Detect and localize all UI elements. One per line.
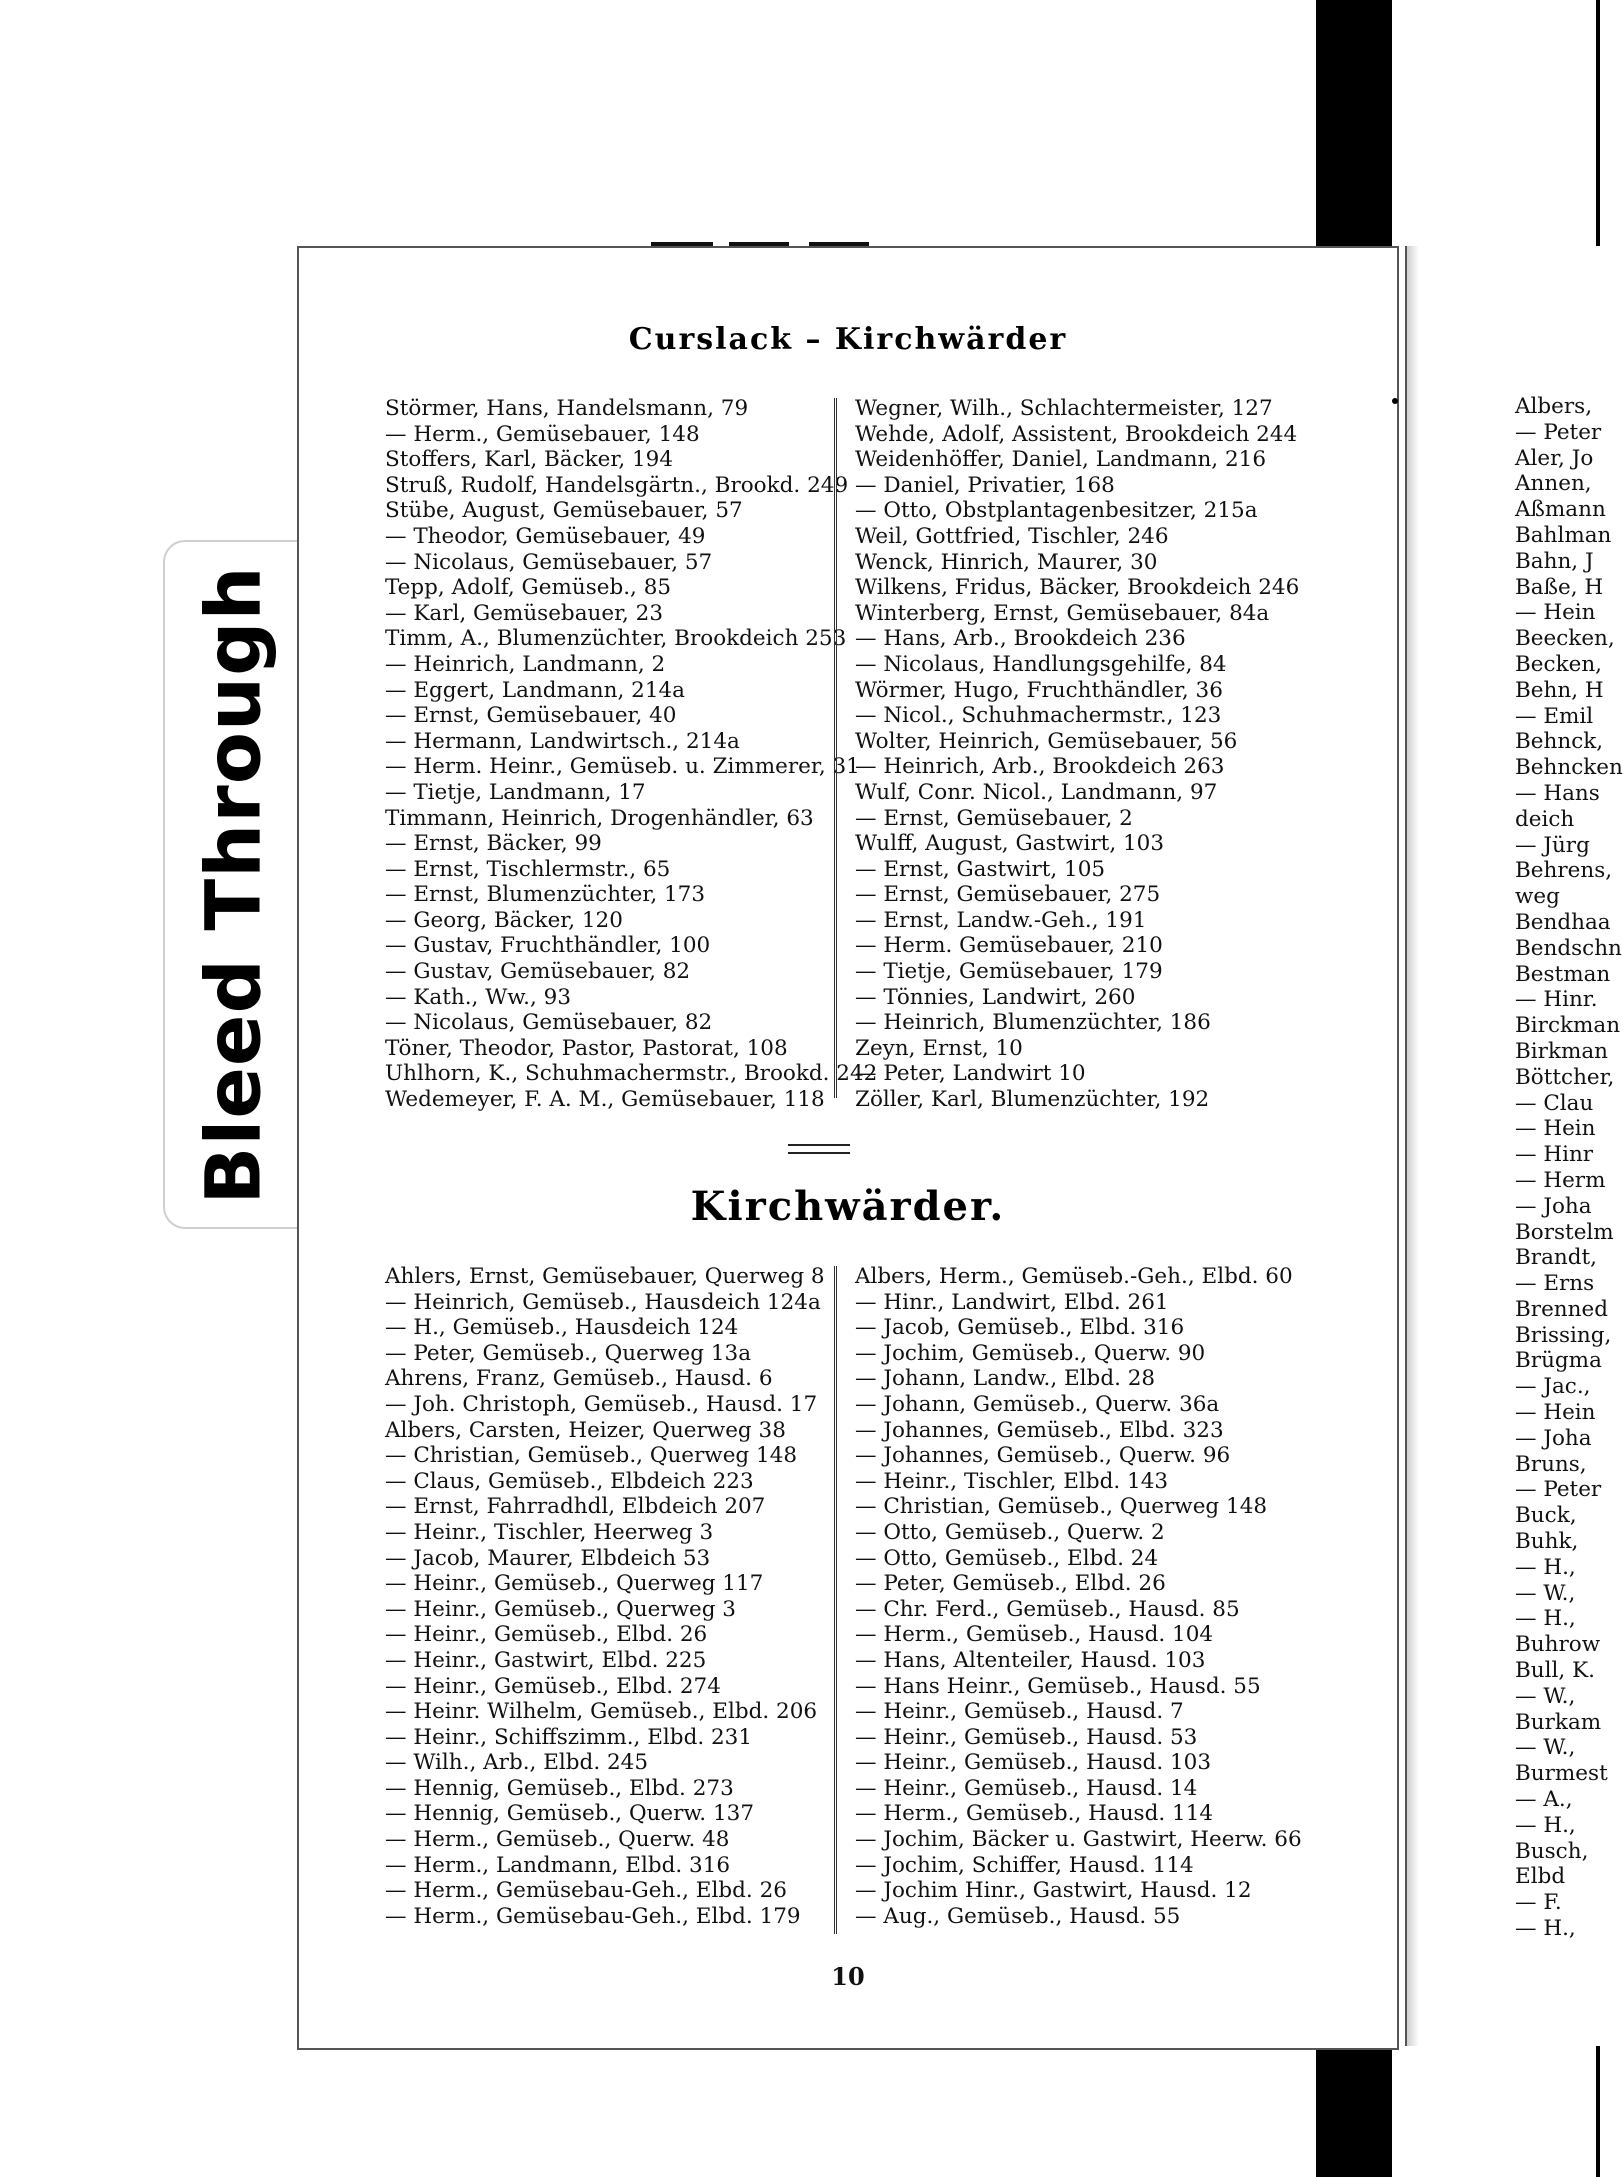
directory-entry: — Ernst, Gemüsebauer, 2 bbox=[855, 805, 1133, 831]
top-rule bbox=[729, 242, 789, 246]
directory-entry: — Ernst, Gastwirt, 105 bbox=[855, 856, 1106, 882]
directory-entry: — Hinr., Landwirt, Elbd. 261 bbox=[855, 1289, 1169, 1315]
directory-entry: — H., bbox=[1515, 1812, 1576, 1838]
directory-entry: Ahrens, Franz, Gemüseb., Hausd. 6 bbox=[385, 1366, 773, 1392]
directory-entry: — Otto, Gemüseb., Elbd. 24 bbox=[855, 1545, 1159, 1571]
directory-entry: Ahlers, Ernst, Gemüsebauer, Querweg 8 bbox=[385, 1264, 825, 1289]
directory-entry: Wolter, Heinrich, Gemüsebauer, 56 bbox=[855, 728, 1238, 754]
directory-entry: Aßmann bbox=[1515, 497, 1606, 523]
directory-entry: — Nicolaus, Gemüsebauer, 82 bbox=[385, 1010, 713, 1036]
column-divider bbox=[834, 398, 837, 1098]
directory-entry: — Otto, Gemüseb., Querw. 2 bbox=[855, 1519, 1165, 1545]
section-rule bbox=[788, 1144, 850, 1146]
directory-entry: Wulf, Conr. Nicol., Landmann, 97 bbox=[855, 779, 1218, 805]
directory-entry: — A., bbox=[1515, 1787, 1573, 1813]
directory-entry: — Hinr bbox=[1515, 1142, 1594, 1168]
directory-entry: Wörmer, Hugo, Fruchthändler, 36 bbox=[855, 677, 1223, 703]
directory-entry: — Hein bbox=[1515, 1400, 1596, 1426]
directory-entry: Borstelm bbox=[1515, 1219, 1614, 1245]
directory-entry: Struß, Rudolf, Handelsgärtn., Brookd. 249 bbox=[385, 472, 849, 498]
directory-entry: — Hein bbox=[1515, 1116, 1596, 1142]
directory-entry: — Jacob, Maurer, Elbdeich 53 bbox=[385, 1545, 711, 1571]
directory-entry: — F. bbox=[1515, 1890, 1562, 1916]
directory-entry: Töner, Theodor, Pastor, Pastorat, 108 bbox=[385, 1035, 788, 1061]
directory-entry: Stübe, August, Gemüsebauer, 57 bbox=[385, 498, 743, 524]
directory-entry: Bendschn bbox=[1515, 935, 1622, 961]
directory-entry: — Joha bbox=[1515, 1425, 1592, 1451]
directory-entry: — Gustav, Gemüsebauer, 82 bbox=[385, 959, 691, 985]
directory-entry: deich bbox=[1515, 806, 1575, 832]
directory-entry: Bestman bbox=[1515, 961, 1611, 987]
directory-entry: — Otto, Obstplantagenbesitzer, 215a bbox=[855, 498, 1258, 524]
section-title: Kirchwärder. bbox=[690, 1183, 1006, 1230]
top-rule bbox=[809, 242, 869, 246]
directory-entry: Behncken bbox=[1515, 755, 1623, 781]
directory-entry: — Heinrich, Blumenzüchter, 186 bbox=[855, 1010, 1211, 1036]
directory-entry: — Ernst, Tischlermstr., 65 bbox=[385, 856, 671, 882]
directory-entry: — Ernst, Gemüsebauer, 40 bbox=[385, 703, 677, 729]
listing-column-1 bbox=[385, 396, 878, 1113]
directory-entry: — Hans Heinr., Gemüseb., Hausd. 55 bbox=[855, 1673, 1261, 1699]
page-gutter-shadow bbox=[1407, 246, 1419, 2046]
directory-entry: — Hennig, Gemüseb., Elbd. 273 bbox=[385, 1775, 734, 1801]
scan-strip-bottom-right bbox=[1316, 2050, 1392, 2177]
directory-entry: — Jochim Hinr., Gastwirt, Hausd. 12 bbox=[855, 1878, 1252, 1904]
directory-entry: Baße, H bbox=[1515, 574, 1604, 600]
directory-entry: — Heinr., Gemüseb., Elbd. 26 bbox=[385, 1622, 708, 1648]
directory-entry: — Peter, Landwirt 10 bbox=[855, 1061, 1086, 1087]
directory-entry: Brenned bbox=[1515, 1296, 1608, 1322]
directory-entry: Winterberg, Ernst, Gemüsebauer, 84a bbox=[855, 600, 1270, 626]
directory-entry: Weidenhöffer, Daniel, Landmann, 216 bbox=[855, 447, 1267, 473]
directory-entry: — Daniel, Privatier, 168 bbox=[855, 472, 1115, 498]
directory-entry: — W., bbox=[1515, 1735, 1576, 1761]
directory-entry: Zeyn, Ernst, 10 bbox=[855, 1035, 1023, 1061]
directory-entry: — Georg, Bäcker, 120 bbox=[385, 907, 623, 933]
directory-entry: — Heinr., Tischler, Elbd. 143 bbox=[855, 1468, 1169, 1494]
directory-entry: — Heinr., Gemüseb., Elbd. 274 bbox=[385, 1673, 721, 1699]
directory-entry: — Aug., Gemüseb., Hausd. 55 bbox=[855, 1903, 1181, 1929]
directory-entry: — Ernst, Fahrradhdl, Elbdeich 207 bbox=[385, 1494, 766, 1520]
directory-entry: Brandt, bbox=[1515, 1245, 1597, 1271]
directory-entry: Behnck, bbox=[1515, 729, 1604, 755]
directory-entry: — Ernst, Blumenzüchter, 173 bbox=[385, 882, 706, 908]
directory-entry: — Herm. Heinr., Gemüseb. u. Zimmerer, 31 bbox=[385, 754, 860, 780]
directory-entry: — Nicol., Schuhmachermstr., 123 bbox=[855, 703, 1222, 729]
directory-entry: Störmer, Hans, Handelsmann, 79 bbox=[385, 396, 749, 421]
directory-entry: — Peter bbox=[1515, 419, 1602, 445]
directory-entry: Bull, K. bbox=[1515, 1658, 1595, 1684]
scan-strip-top-right bbox=[1316, 0, 1392, 252]
directory-entry: Becken, bbox=[1515, 651, 1602, 677]
page-number: 10 bbox=[831, 1962, 865, 1991]
directory-entry: Uhlhorn, K., Schuhmachermstr., Brookd. 242 bbox=[385, 1061, 878, 1087]
directory-entry: — Herm bbox=[1515, 1167, 1606, 1193]
directory-entry: — Peter, Gemüseb., Elbd. 26 bbox=[855, 1571, 1166, 1597]
directory-entry: Buhk, bbox=[1515, 1529, 1579, 1555]
directory-entry: — Heinr., Gemüseb., Hausd. 7 bbox=[855, 1699, 1184, 1725]
directory-entry: Wenck, Hinrich, Maurer, 30 bbox=[855, 549, 1158, 575]
directory-entry: — Tönnies, Landwirt, 260 bbox=[855, 984, 1136, 1010]
directory-entry: Albers, Carsten, Heizer, Querweg 38 bbox=[385, 1417, 786, 1443]
top-rule bbox=[651, 242, 713, 246]
directory-entry: — Heinr., Gemüseb., Hausd. 53 bbox=[855, 1724, 1198, 1750]
directory-entry: — Peter bbox=[1515, 1477, 1602, 1503]
directory-entry: — Johannes, Gemüseb., Elbd. 323 bbox=[855, 1417, 1224, 1443]
directory-entry: Albers, Herm., Gemüseb.-Geh., Elbd. 60 bbox=[855, 1264, 1293, 1289]
directory-entry: Birckman bbox=[1515, 1013, 1621, 1039]
directory-entry: — Emil bbox=[1515, 703, 1594, 729]
directory-entry: Bahn, J bbox=[1515, 548, 1594, 574]
directory-entry: — Ernst, Landw.-Geh., 191 bbox=[855, 907, 1147, 933]
directory-entry: — Jochim, Bäcker u. Gastwirt, Heerw. 66 bbox=[855, 1827, 1302, 1853]
directory-entry: Böttcher, bbox=[1515, 1064, 1615, 1090]
directory-entry: — Christian, Gemüseb., Querweg 148 bbox=[385, 1443, 798, 1469]
directory-entry: — Heinrich, Landmann, 2 bbox=[385, 651, 666, 677]
directory-entry: — Heinr., Gastwirt, Elbd. 225 bbox=[385, 1647, 707, 1673]
directory-entry: — W., bbox=[1515, 1683, 1576, 1709]
directory-entry: Wulff, August, Gastwirt, 103 bbox=[855, 831, 1165, 857]
directory-entry: — Ernst, Bäcker, 99 bbox=[385, 831, 602, 857]
directory-entry: Weil, Gottfried, Tischler, 246 bbox=[855, 523, 1169, 549]
directory-entry: — Heinrich, Gemüseb., Hausdeich 124a bbox=[385, 1289, 821, 1315]
directory-entry: — Wilh., Arb., Elbd. 245 bbox=[385, 1750, 649, 1776]
directory-entry: — Hans bbox=[1515, 780, 1600, 806]
directory-entry: — Heinr., Gemüseb., Querweg 3 bbox=[385, 1596, 736, 1622]
directory-entry: — Kath., Ww., 93 bbox=[385, 984, 572, 1010]
directory-entry: — Herm. Gemüsebauer, 210 bbox=[855, 933, 1163, 959]
directory-entry: Bruns, bbox=[1515, 1451, 1587, 1477]
directory-entry: — Claus, Gemüseb., Elbdeich 223 bbox=[385, 1468, 754, 1494]
directory-entry: Burkam bbox=[1515, 1709, 1602, 1735]
directory-entry: — Eggert, Landmann, 214a bbox=[385, 677, 685, 703]
directory-entry: Tepp, Adolf, Gemüseb., 85 bbox=[385, 575, 672, 601]
column-divider bbox=[834, 1266, 837, 1934]
directory-entry: — Herm., Gemüsebau-Geh., Elbd. 179 bbox=[385, 1903, 801, 1929]
directory-entry: — Herm., Gemüseb., Hausd. 114 bbox=[855, 1801, 1214, 1827]
directory-page bbox=[297, 246, 1399, 2050]
directory-entry: — Hermann, Landwirtsch., 214a bbox=[385, 728, 740, 754]
directory-entry: Timm, A., Blumenzüchter, Brookdeich 253 bbox=[385, 626, 847, 652]
directory-entry: — H., bbox=[1515, 1916, 1576, 1942]
directory-entry: — Jac., bbox=[1515, 1374, 1591, 1400]
directory-entry: Albers, bbox=[1515, 394, 1593, 419]
directory-entry: — Hans, Arb., Brookdeich 236 bbox=[855, 626, 1186, 652]
directory-entry: — Herm., Gemüseb., Hausd. 104 bbox=[855, 1622, 1214, 1648]
page-title: Curslack – Kirchwärder bbox=[628, 322, 1068, 357]
directory-entry: — Herm., Landmann, Elbd. 316 bbox=[385, 1852, 731, 1878]
directory-entry: Behrens, bbox=[1515, 858, 1613, 884]
directory-entry: — Jochim, Gemüseb., Querw. 90 bbox=[855, 1340, 1206, 1366]
directory-entry: — Gustav, Fruchthändler, 100 bbox=[385, 933, 711, 959]
directory-entry: — Johannes, Gemüseb., Querw. 96 bbox=[855, 1443, 1231, 1469]
directory-entry: Brissing, bbox=[1515, 1322, 1612, 1348]
directory-entry: — H., Gemüseb., Hausdeich 124 bbox=[385, 1315, 739, 1341]
directory-entry: — Hans, Altenteiler, Hausd. 103 bbox=[855, 1647, 1206, 1673]
directory-entry: — Herm., Gemüsebauer, 148 bbox=[385, 421, 700, 447]
directory-entry: — Heinrich, Arb., Brookdeich 263 bbox=[855, 754, 1225, 780]
directory-entry: — Peter, Gemüseb., Querweg 13a bbox=[385, 1340, 752, 1366]
directory-entry: weg bbox=[1515, 884, 1560, 910]
directory-entry: — Heinr., Gemüseb., Hausd. 103 bbox=[855, 1750, 1212, 1776]
adjacent-page bbox=[1405, 246, 1623, 2046]
directory-entry: Wilkens, Fridus, Bäcker, Brookdeich 246 bbox=[855, 575, 1300, 601]
directory-entry: Bendhaa bbox=[1515, 909, 1611, 935]
directory-entry: — Clau bbox=[1515, 1090, 1594, 1116]
directory-entry: Bahlman bbox=[1515, 522, 1612, 548]
directory-entry: — Hennig, Gemüseb., Querw. 137 bbox=[385, 1801, 754, 1827]
directory-entry: Wehde, Adolf, Assistent, Brookdeich 244 bbox=[855, 421, 1298, 447]
directory-entry: — Joh. Christoph, Gemüseb., Hausd. 17 bbox=[385, 1391, 818, 1417]
directory-entry: — Johann, Landw., Elbd. 28 bbox=[855, 1366, 1156, 1392]
directory-entry: — Nicolaus, Gemüsebauer, 57 bbox=[385, 549, 713, 575]
directory-entry: — Herm., Gemüsebau-Geh., Elbd. 26 bbox=[385, 1878, 787, 1904]
directory-entry: — W., bbox=[1515, 1580, 1576, 1606]
directory-entry: Birkman bbox=[1515, 1038, 1609, 1064]
directory-entry: — Chr. Ferd., Gemüseb., Hausd. 85 bbox=[855, 1596, 1240, 1622]
directory-entry: — Hinr. bbox=[1515, 987, 1598, 1013]
listing-column-5 bbox=[1515, 394, 1623, 1942]
directory-entry: Burmest bbox=[1515, 1761, 1608, 1787]
directory-entry: — Nicolaus, Handlungsgehilfe, 84 bbox=[855, 651, 1227, 677]
directory-entry: — Ernst, Gemüsebauer, 275 bbox=[855, 882, 1161, 908]
directory-entry: — Heinr., Schiffszimm., Elbd. 231 bbox=[385, 1724, 753, 1750]
directory-entry: — H., bbox=[1515, 1606, 1576, 1632]
directory-entry: — Jacob, Gemüseb., Elbd. 316 bbox=[855, 1315, 1185, 1341]
listing-column-4 bbox=[855, 1264, 1302, 1929]
section-rule bbox=[788, 1152, 850, 1154]
watermark-text: Bleed Through bbox=[188, 565, 278, 1205]
directory-entry: Elbd bbox=[1515, 1864, 1566, 1890]
directory-entry: — H., bbox=[1515, 1554, 1576, 1580]
directory-entry: — Heinr., Gemüseb., Querweg 117 bbox=[385, 1571, 764, 1597]
directory-entry: — Johann, Gemüseb., Querw. 36a bbox=[855, 1391, 1220, 1417]
margin-dot bbox=[1392, 398, 1398, 404]
directory-entry: Busch, bbox=[1515, 1838, 1589, 1864]
directory-entry: — Heinr., Tischler, Heerweg 3 bbox=[385, 1519, 714, 1545]
directory-entry: Buck, bbox=[1515, 1503, 1577, 1529]
directory-entry: Buhrow bbox=[1515, 1632, 1601, 1658]
directory-entry: — Heinr., Gemüseb., Hausd. 14 bbox=[855, 1775, 1198, 1801]
directory-entry: Wegner, Wilh., Schlachtermeister, 127 bbox=[855, 396, 1273, 421]
directory-entry: Beecken, bbox=[1515, 626, 1615, 652]
directory-entry: Stoffers, Karl, Bäcker, 194 bbox=[385, 447, 674, 473]
directory-entry: — Herm., Gemüseb., Querw. 48 bbox=[385, 1827, 730, 1853]
directory-entry: Behn, H bbox=[1515, 677, 1604, 703]
directory-entry: — Theodor, Gemüsebauer, 49 bbox=[385, 523, 706, 549]
directory-entry: — Jürg bbox=[1515, 832, 1590, 858]
directory-entry: Zöller, Karl, Blumenzüchter, 192 bbox=[855, 1087, 1210, 1113]
directory-entry: — Jochim, Schiffer, Hausd. 114 bbox=[855, 1852, 1194, 1878]
directory-entry: Timmann, Heinrich, Drogenhändler, 63 bbox=[385, 805, 814, 831]
directory-entry: Annen, bbox=[1515, 471, 1592, 497]
directory-entry: — Christian, Gemüseb., Querweg 148 bbox=[855, 1494, 1268, 1520]
directory-entry: Brügma bbox=[1515, 1348, 1602, 1374]
directory-entry: Aler, Jo bbox=[1515, 445, 1594, 471]
directory-entry: — Tietje, Gemüsebauer, 179 bbox=[855, 959, 1163, 985]
directory-entry: — Joha bbox=[1515, 1193, 1592, 1219]
directory-entry: Wedemeyer, F. A. M., Gemüsebauer, 118 bbox=[385, 1087, 825, 1113]
directory-entry: — Heinr. Wilhelm, Gemüseb., Elbd. 206 bbox=[385, 1699, 818, 1725]
directory-entry: — Erns bbox=[1515, 1271, 1595, 1297]
directory-entry: — Hein bbox=[1515, 600, 1596, 626]
directory-entry: — Tietje, Landmann, 17 bbox=[385, 779, 646, 805]
directory-entry: — Karl, Gemüsebauer, 23 bbox=[385, 600, 664, 626]
listing-column-2 bbox=[855, 396, 1300, 1113]
listing-column-3 bbox=[385, 1264, 825, 1929]
